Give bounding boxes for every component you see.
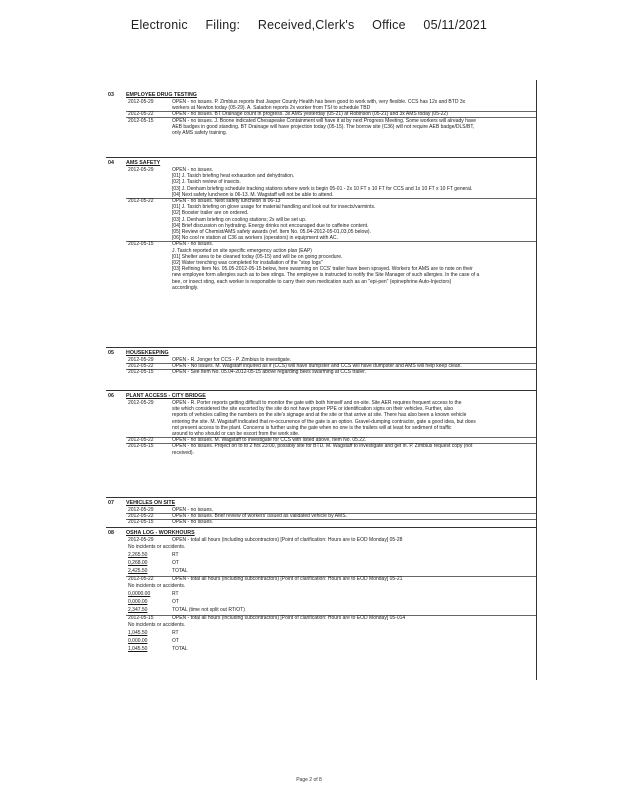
entry-text: OPEN - no issues. [172, 167, 214, 173]
entry-text: OPEN - no issues. Brief review of workers' issued as validated vehicle by AMS. [172, 513, 347, 520]
section-title: PLANT ACCESS - CITY BRIDGE [126, 393, 206, 399]
entry-text: OPEN - R. Jonger for CCS - P. Zimbius to investigate. [172, 357, 292, 363]
entry-text: [03] J. Denham briefing schedule tracking stations where work is begin 05-01 - 2x 10 FT x 10 FT for CCS and 1x 10 FT x 10 FT general. [172, 185, 473, 192]
entry-text: OPEN - no issues. [172, 519, 214, 526]
incident-note: No incidents or accidents. [128, 544, 186, 551]
incident-note: No incidents or accidents. [128, 583, 186, 590]
entry-text: [01] Shelter area to be cleaned today (05-15) and will be on going procedure. [172, 253, 343, 260]
hours-label: RT [172, 630, 179, 637]
entry-date: 2012-05-22 [128, 513, 154, 520]
entry-date: 2012-05-22 [128, 576, 154, 582]
section-divider [106, 157, 536, 158]
entry-text: OPEN - No issues. M. Wagstaff inquired as if (CCS) will have dumpster and CCS will have dumpster and AMS will help keep clean. [172, 363, 462, 370]
entry-text: OPEN - no issues. Project on to to 2 hrs 23:00, possibly site for BTD. M. Wagstaff to investigate and get in. P. Zimbius request copy (not [172, 443, 473, 450]
section-divider [106, 497, 536, 498]
section-title: EMPLOYEE DRUG TESTING [126, 92, 197, 98]
entry-date: 2012-05-15 [128, 369, 154, 376]
entry-text: OPEN - no issues. BT Drainage count in progress. 3x AMS yesterday (05-21) at Robinson (05-21) and 3x AMS today (05-22) [172, 111, 448, 118]
entry-text: OPEN - no issues. P. Zimbius reports that Jasper County Health has been good to work with, very flexible. CCS has 12x and BTD 3x [172, 99, 466, 105]
entry-text: OPEN - no issues. [172, 241, 214, 248]
entry-text: not present access to the plant. Concerns is further using the gate when no one is the trailers will at least for sediment of traffic [172, 424, 452, 431]
section-number: 05 [108, 350, 114, 356]
entry-date: 2012-05-22 [128, 111, 154, 118]
entry-date: 2012-05-29 [128, 167, 154, 173]
hours-value: 0,268.00 [128, 560, 148, 567]
entry-text: OPEN - R. Porter reports getting difficult to monitor the gate with both himself and on-site. Site AER requires frequent access to the [172, 400, 462, 406]
entry-date: 2012-05-29 [128, 400, 154, 406]
entry-date: 2012-05-15 [128, 117, 154, 124]
entry-text: bee, or insect sting, each worker is responsible to carry their own medication such as an "epi-pen" (epinephrine Auto-Injectors) [172, 278, 452, 285]
hours-label: OT [172, 638, 179, 645]
entry-text: OPEN - total all hours (including subcontractors) [Point of clarification: Hours are to EOD Monday] 05-014 [172, 615, 406, 621]
entry-text: [05] Review of Chemist/AMS safety awards (ref. Item No. 05.04-2012-05-01,03,05 below). [172, 229, 371, 235]
entry-text: OPEN - no issues. [172, 507, 214, 513]
entry-text: [04] Next safety luncheon is 06-13. M. Wagstaff will not be able to attend. [172, 191, 334, 198]
hours-value: 1,045.50 [128, 630, 148, 637]
section-title: OSHA LOG - WORKHOURS [126, 530, 195, 536]
entry-text: only AMS safety training. [172, 130, 228, 136]
hours-value: 0,000.00 [128, 599, 148, 606]
page-number: Page 2 of 8 [296, 777, 322, 783]
entry-text: [03] J. Denham briefing on cooling stations; 2x will be set up. [172, 216, 307, 223]
hours-label: TOTAL (time not split out RT/OT) [172, 606, 245, 613]
entry-text: [06] No cool re station at C36 as workers (operators) in equipment with AC. [172, 235, 338, 242]
section-number: 07 [108, 500, 114, 506]
entry-text: [02] Water trenching was completed for installation of the "stop logs" [172, 260, 323, 266]
incident-note: No incidents or accidents. [128, 622, 186, 629]
section-number: 08 [108, 530, 114, 536]
entry-text: received). [172, 449, 194, 456]
entry-date: 2012-05-22 [128, 363, 154, 370]
entry-text: [02] J. Tasich review of insects. [172, 179, 241, 186]
entry-text: workers at Newton today (05-29). A. Saladon reports 2x worker from TSI to schedule TBD [172, 105, 371, 112]
entry-date: 2012-05-22 [128, 198, 154, 204]
entry-text: [04] Brief discussion on hydrating. Energy drinks not encouraged due to caffeine content. [172, 222, 369, 229]
entry-text: site which considered the site escorted by the site do not have proper PPE or identification signs on their vehicles. Further, also [172, 406, 453, 413]
entry-date: 2012-05-29 [128, 507, 154, 513]
entry-date: 2012-05-15 [128, 443, 154, 450]
hours-label: TOTAL [172, 645, 188, 652]
hours-value: 1,045.50 [128, 645, 148, 652]
section-divider [106, 390, 536, 391]
section-number: 04 [108, 160, 114, 166]
entry-text: entering the site. M. Wagstaff indicated that re-occurrence of the gate is an option. Gravel-dumping contractor, gate a good idea, but does [172, 418, 476, 425]
entry-text: AEB badges in good standing. BT Drainage will have projection today (05-15). The borrow site (C36) will not require AEB badge/DLS/BT, [172, 123, 475, 130]
hours-label: RT [172, 552, 179, 559]
hours-value: 0,0000.00 [128, 591, 151, 598]
entry-text: J. Tasich reported on site specific emergency action plan (EAP) [172, 247, 312, 254]
entry-text: [01] J. Tasich briefing on glove usage for material handling and look out for insects/varmints. [172, 204, 376, 211]
entry-date: 2012-05-15 [128, 615, 154, 621]
entry-text: OPEN - total all hours (including subcontractors) [Point of clarification: Hours are to EOD Monday] 05-21 [172, 576, 403, 582]
entry-text: [01] J. Tasich briefing heat exhaustion and dehydration. [172, 173, 295, 180]
entry-date: 2012-05-15 [128, 519, 154, 526]
hours-label: RT [172, 591, 179, 598]
hours-label: OT [172, 599, 179, 606]
section-title: VEHICLES ON SITE [126, 500, 176, 506]
hours-label: OT [172, 560, 179, 567]
entry-date: 2012-05-29 [128, 537, 154, 543]
section-title: HOUSEKEEPING [126, 350, 169, 356]
section-divider [106, 527, 536, 528]
minutes-page [106, 80, 537, 680]
entry-text: OPEN - no issues. J. Boone indicated Chesapeake Containment will have it at by next Progress Meeting. Some workers will already have [172, 117, 477, 124]
entry-date: 2012-05-29 [128, 99, 154, 105]
entry-text: new employee form allergies such as to bee stings. The employee is instructed to notify the Site Manager of such allergies. In the case of a [172, 272, 480, 279]
hours-value: 2,347.50 [128, 606, 148, 613]
section-divider [106, 347, 536, 348]
entry-text: [02] Booster trailer are on ordered. [172, 210, 249, 217]
entry-date: 2012-05-15 [128, 241, 154, 248]
section-number: 06 [108, 393, 114, 399]
entry-date: 2012-05-29 [128, 357, 154, 363]
hours-value: 0,000.00 [128, 638, 148, 645]
filing-stamp: Electronic Filing: Received,Clerk's Office 05/11/2021 [130, 18, 488, 32]
entry-text: accordingly. [172, 284, 199, 291]
entry-text: [03] Refining Item No. 05.05-2012-05-15 below, here swarming on CCS' trailer have been sprayed. Workers for AMS are to note on their [172, 266, 473, 273]
entry-text: OPEN - See Item No. 05.04-2012-05-15 above regarding bees swarming at CCS trailer. [172, 369, 366, 376]
entry-text: around to who should or can be escort from the work site. [172, 431, 300, 437]
hours-value: 2,425.50 [128, 567, 148, 574]
entry-text: OPEN - total all hours (including subcontractors) [Point of clarification: Hours are to EOD Monday] 05-28 [172, 537, 403, 543]
section-number: 03 [108, 92, 114, 98]
entry-text: OPEN - no issues. Next safety luncheon is 06-13 [172, 198, 281, 204]
entry-date: 2012-05-22 [128, 437, 154, 444]
hours-value: 2,265.50 [128, 552, 148, 559]
entry-text: OPEN - no issues. M. Wagstaff to investigate for CCS with listed above, Item No. 05.22. [172, 437, 367, 444]
entry-text: reports of vehicles calling the numbers on the site's signage and at the site or that arrive at site. There has also been a known vehicle [172, 412, 467, 419]
hours-label: TOTAL [172, 567, 188, 574]
section-title: AMS SAFETY [126, 160, 161, 166]
